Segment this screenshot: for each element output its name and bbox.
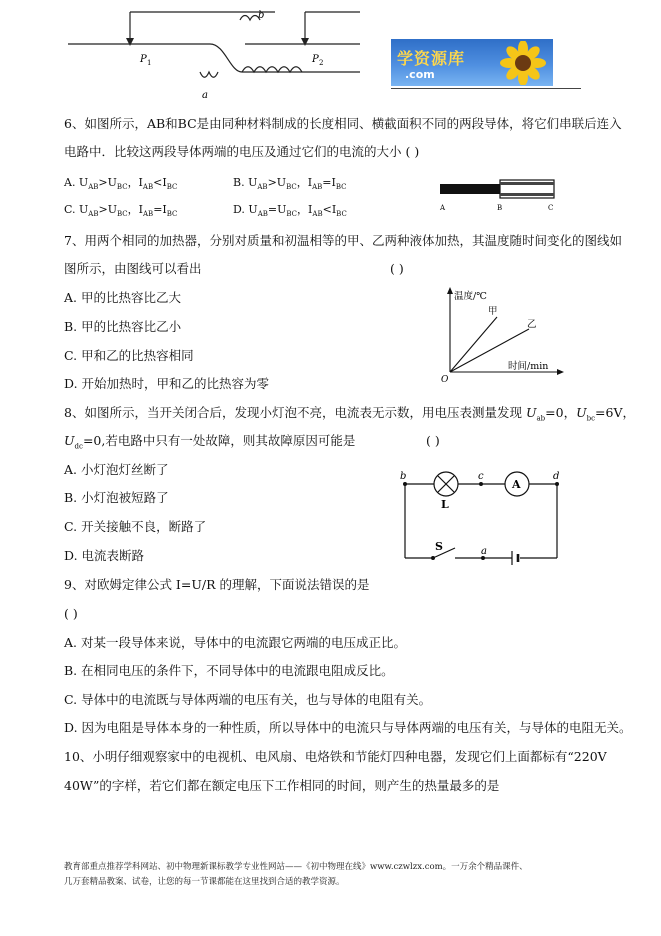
footer-line-1: 教育部重点推荐学科网站、初中物理新课标教学专业性网站——《初中物理在线》www.czwlzx.com。一万余个精品课件、 [64,862,528,872]
q7-option-a: A. 甲的比热容比乙大 [64,290,181,305]
q7-answer-paren: ( ) [390,261,404,276]
q9-option-b: B. 在相同电压的条件下，不同导体中的电流跟电阻成反比。 [64,663,394,678]
conductor-figure [434,178,564,214]
temperature-graph [437,284,567,384]
q7-option-d: D. 开始加热时，甲和乙的比热容为零 [64,376,270,391]
q6-option-a: A. $U_{AB}>U_{BC}$，$I_{AB}<I_{BC}$ [64,176,178,192]
label-b: b [258,10,265,21]
q6-option-b: B. $U_{AB}>U_{BC}$，$I_{AB}=I_{BC}$ [233,176,347,192]
graph-x-label: 时间/min [508,361,549,372]
label-fig-a: A [440,204,446,212]
footer-line-2: 几万套精品教案、试卷，让您的每一节课都能在这里找到合适的教学资源。 [64,877,345,887]
q7-option-c: C. 甲和乙的比热容相同 [64,348,194,363]
label-p2: P [312,54,319,65]
q9-line-1: 9、对欧姆定律公式 I=U/R 的理解，下面说法错误的是 [64,577,370,592]
rheostat-figure [60,0,390,105]
label-fig-c: C [548,204,554,212]
ammeter-label: A [512,478,521,491]
q9-option-a: A. 对某一段导体来说，导体中的电流跟它两端的电压成正比。 [64,635,406,650]
sunflower-icon [493,41,553,85]
q7-option-b: B. 甲的比热容比乙小 [64,319,182,334]
q6-line-2: 电路中．比较这两段导体两端的电压及通过它们的电流的大小 ( ) [64,144,420,159]
q8-answer-paren: ( ) [426,433,440,448]
graph-origin: O [441,375,449,384]
switch-label: S [435,540,443,553]
node-d-label: d [553,471,560,482]
label-p1: P [140,54,147,65]
label-fig-b: B [497,204,503,212]
q7-line-2: 图所示，由图线可以看出 [64,261,202,276]
q8-option-d: D. 电流表断路 [64,548,145,563]
lamp-label: L [441,498,449,511]
q6-line-1: 6、如图所示，AB和BC是由同种材料制成的长度相同、横截面积不同的两段导体，将它们串联后连入 [64,116,622,131]
q8-option-c: C. 开关接触不良，断路了 [64,519,207,534]
graph-y-label: 温度/℃ [454,291,487,302]
q10-line-1: 10、小明仔细观察家中的电视机、电风扇、电烙铁和节能灯四种电器，发现它们上面都标有“220V [64,749,607,764]
svg-text:2: 2 [319,59,324,67]
q8-option-a: A. 小灯泡灯丝断了 [64,462,169,477]
node-c-label: c [478,471,484,482]
q8-line-2: $U_{dc}=0$,若电路中只有一处故障，则其故障原因可能是 [64,433,356,451]
q6-option-d: D. $U_{AB}=U_{BC}$，$I_{AB}<I_{BC}$ [233,203,347,219]
node-b-label: b [400,471,407,482]
q9-option-c: C. 导体中的电流既与导体两端的电压有关，也与导体的电阻有关。 [64,692,432,707]
q8-line-1: 8、如图所示，当开关闭合后，发现小灯泡不亮，电流表无示数，用电压表测量发现 $U_{ab}=0$，$U_{bc}=6V$， [64,405,635,423]
label-a: a [202,90,208,101]
q8-option-b: B. 小灯泡被短路了 [64,490,169,505]
series-yi-label: 乙 [527,319,537,330]
q6-option-c: C. $U_{AB}>U_{BC}$，$I_{AB}=I_{BC}$ [64,203,178,219]
q9-line-2: ( ) [64,606,78,621]
site-logo: 学资源库 .com [391,39,553,86]
q7-line-1: 7、用两个相同的加热器，分别对质量和初温相等的甲、乙两种液体加热，其温度随时间变化的图线如 [64,233,622,248]
svg-text:1: 1 [147,59,152,67]
q9-option-d: D. 因为电阻是导体本身的一种性质，所以导体中的电流只与导体两端的电压有关，与导体的电阻无关。 [64,720,632,735]
series-jia-label: 甲 [488,306,498,317]
logo-underline [391,88,581,89]
node-a-label: a [481,546,487,557]
q10-line-2: 40W”的字样，若它们都在额定电压下工作相同的时间，则产生的热量最多的是 [64,778,500,793]
circuit-diagram [395,468,570,570]
